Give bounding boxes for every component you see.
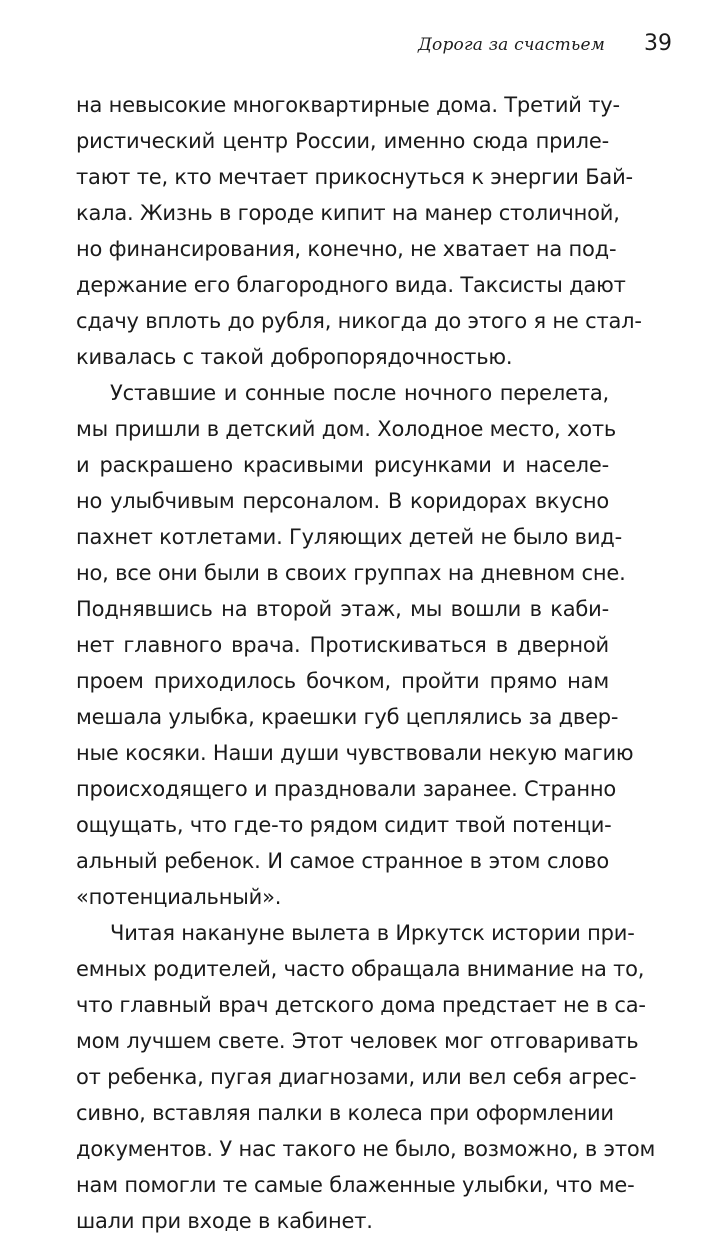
text-line: альный ребенок. И самое странное в этом слово xyxy=(76,849,609,873)
text-line: мы пришли в детский дом. Холодное место, хоть xyxy=(76,417,617,441)
text-line: Читая накануне вылета в Иркутск истории при- xyxy=(110,921,635,945)
text-line: емных родителей, часто обращала внимание на то, xyxy=(76,957,645,981)
text-line: тают те, кто мечтает прикоснуться к энергии Бай- xyxy=(76,165,633,189)
text-line: но улыбчивым персоналом. В коридорах вкусно xyxy=(76,489,609,513)
text-line: нет главного врача. Протискиваться в дверной xyxy=(76,633,609,657)
text-line: на невысокие многоквартирные дома. Третий ту- xyxy=(76,93,620,117)
paragraph-2 xyxy=(76,375,634,915)
paragraph-1 xyxy=(76,87,642,375)
text-line: пахнет котлетами. Гуляющих детей не было вид- xyxy=(76,525,622,549)
text-line: и раскрашено красивыми рисунками и населе- xyxy=(76,453,609,477)
text-line: «потенциальный». xyxy=(76,885,282,909)
text-line: мом лучшем свете. Этот человек мог отговаривать xyxy=(76,1029,639,1053)
text-line: кивалась с такой добропорядочностью. xyxy=(76,345,513,369)
text-line: нам помогли те самые блаженные улыбки, что ме- xyxy=(76,1173,635,1197)
text-line: Уставшие и сонные после ночного перелета, xyxy=(110,381,609,405)
text-line: но, все они были в своих группах на дневном сне. xyxy=(76,561,626,585)
running-title: Дорога за счастьем xyxy=(418,35,605,55)
page-header xyxy=(0,31,709,71)
body-text xyxy=(76,87,656,1239)
page-number: 39 xyxy=(644,31,672,56)
text-line: сдачу вплоть до рубля, никогда до этого я не стал- xyxy=(76,309,642,333)
text-line: мешала улыбка, краешки губ цеплялись за двер- xyxy=(76,705,619,729)
text-line: держание его благородного вида. Таксисты дают xyxy=(76,273,626,297)
text-line: от ребенка, пугая диагнозами, или вел себя агрес- xyxy=(76,1065,637,1089)
text-line: но финансирования, конечно, не хватает на под- xyxy=(76,237,617,261)
text-line: ристический центр России, именно сюда приле- xyxy=(76,129,609,153)
text-line: что главный врач детского дома предстает не в са- xyxy=(76,993,646,1017)
text-line: ощущать, что где-то рядом сидит твой потенци- xyxy=(76,813,612,837)
text-line: шали при входе в кабинет. xyxy=(76,1209,373,1233)
paragraph-3 xyxy=(76,915,656,1239)
text-line: документов. У нас такого не было, возможно, в этом xyxy=(76,1137,656,1161)
text-line: проем приходилось бочком, пройти прямо нам xyxy=(76,669,609,693)
text-line: Поднявшись на второй этаж, мы вошли в каби- xyxy=(76,597,609,621)
text-line: происходящего и праздновали заранее. Странно xyxy=(76,777,617,801)
text-line: ные косяки. Наши души чувствовали некую магию xyxy=(76,741,634,765)
text-line: сивно, вставляя палки в колеса при оформлении xyxy=(76,1101,614,1125)
text-line: кала. Жизнь в городе кипит на манер столичной, xyxy=(76,201,620,225)
